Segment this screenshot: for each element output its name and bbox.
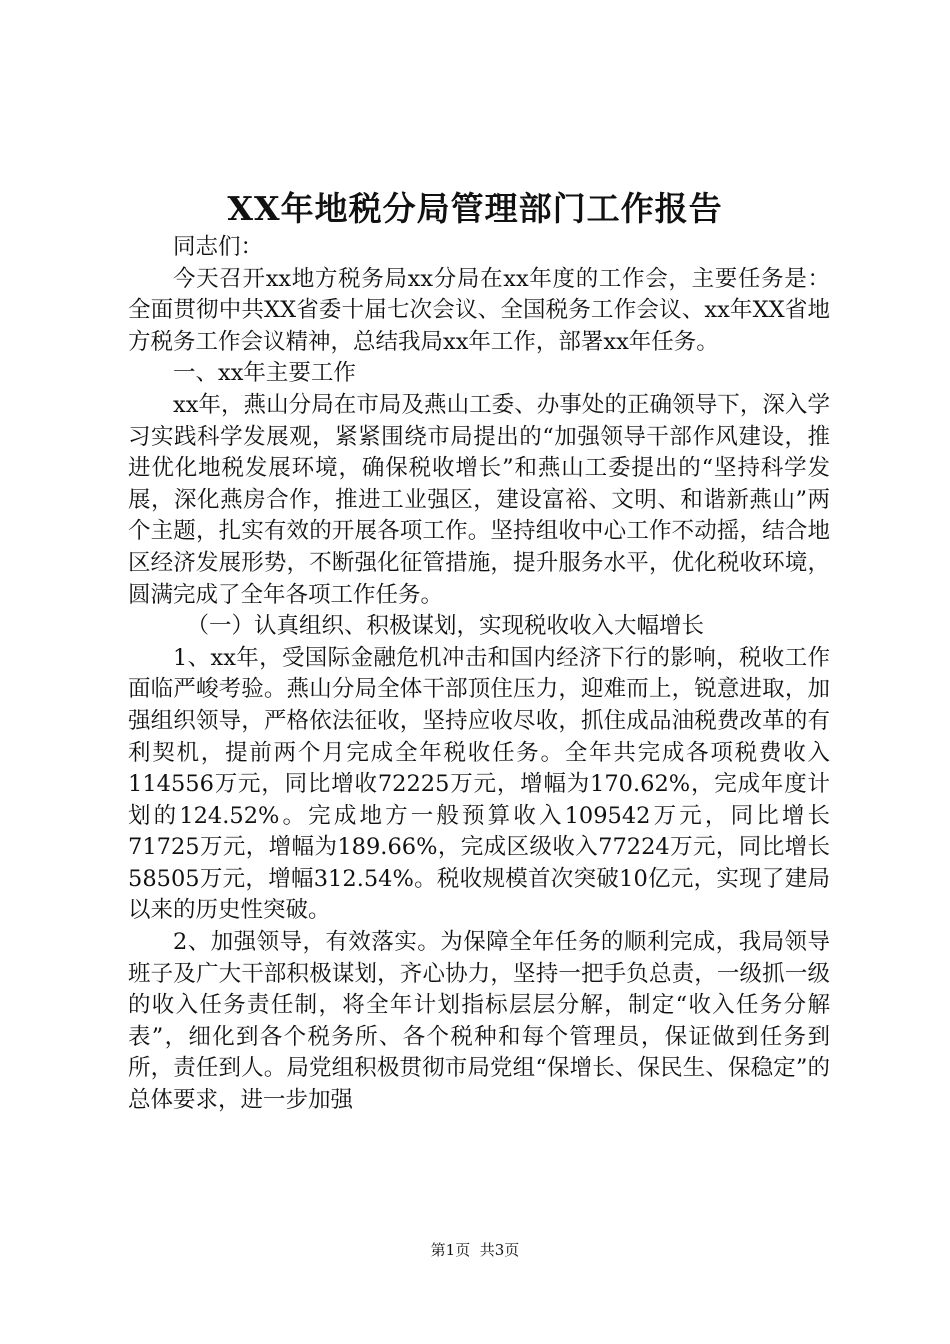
subsection-heading: （一）认真组织、积极谋划，实现税收收入大幅增长 bbox=[186, 613, 705, 640]
body-paragraph: xx年，燕山分局在市局及燕山工委、办事处的正确领导下，深入学习实践科学发展观，紧紧围绕市局提出的“加强领导干部作风建设，推进优化地税发展环境，确保税收增长”和燕山工委提出的“坚持科学发展，深化燕房合作，推进工业强区，建设富裕、文明、和谐新燕山”两个主题，扎实有效的开展各项工作。坚持组收中心工作不动摇，结合地区经济发展形势，不断强化征管措施，提升服务水平，优化税收环境，圆满完成了全年各项工作任务。 bbox=[128, 391, 830, 608]
page-total: 共3页 bbox=[479, 1241, 520, 1259]
body-paragraph: 1、xx年，受国际金融危机冲击和国内经济下行的影响，税收工作面临严峻考验。燕山分局全体干部顶住压力，迎难而上，锐意进取，加强组织领导，严格依法征收，坚持应收尽收，抓住成品油税费改革的有利契机，提前两个月完成全年税收任务。全年共完成各项税费收入114556万元，同比增收72225万元，增幅为170.62%，完成年度计划的124.52%。完成地方一般预算收入109542万元，同比增长71725万元，增幅为189.66%，完成区级收入77224万元，同比增长58505万元，增幅312.54%。税收规模首次突破10亿元，实现了建局以来的历史性突破。 bbox=[128, 644, 830, 924]
body-paragraph: 2、加强领导，有效落实。为保障全年任务的顺利完成，我局领导班子及广大干部积极谋划，齐心协力，坚持一把手负总责，一级抓一级的收入任务责任制，将全年计划指标层层分解，制定“收入任务分解表”，细化到各个税务所、各个税种和每个管理员，保证做到任务到所，责任到人。局党组积极贯彻市局党组“保增长、保民生、保稳定”的总体要求，进一步加强 bbox=[128, 929, 830, 1114]
intro-paragraph: 今天召开xx地方税务局xx分局在xx年度的工作会，主要任务是：全面贯彻中共XX省委十届七次会议、全国税务工作会议、xx年XX省地方税务工作会议精神，总结我局xx年工作，部署xx年任务。 bbox=[128, 265, 830, 355]
page-footer bbox=[0, 1240, 950, 1260]
section-heading: 一、xx年主要工作 bbox=[173, 360, 356, 387]
page-number: 第1页 bbox=[430, 1241, 471, 1259]
document-body bbox=[128, 232, 830, 1117]
salutation: 同志们： bbox=[173, 234, 264, 260]
document-title: XX年地税分局管理部门工作报告 bbox=[227, 189, 723, 228]
footer-spacer bbox=[470, 1241, 480, 1259]
